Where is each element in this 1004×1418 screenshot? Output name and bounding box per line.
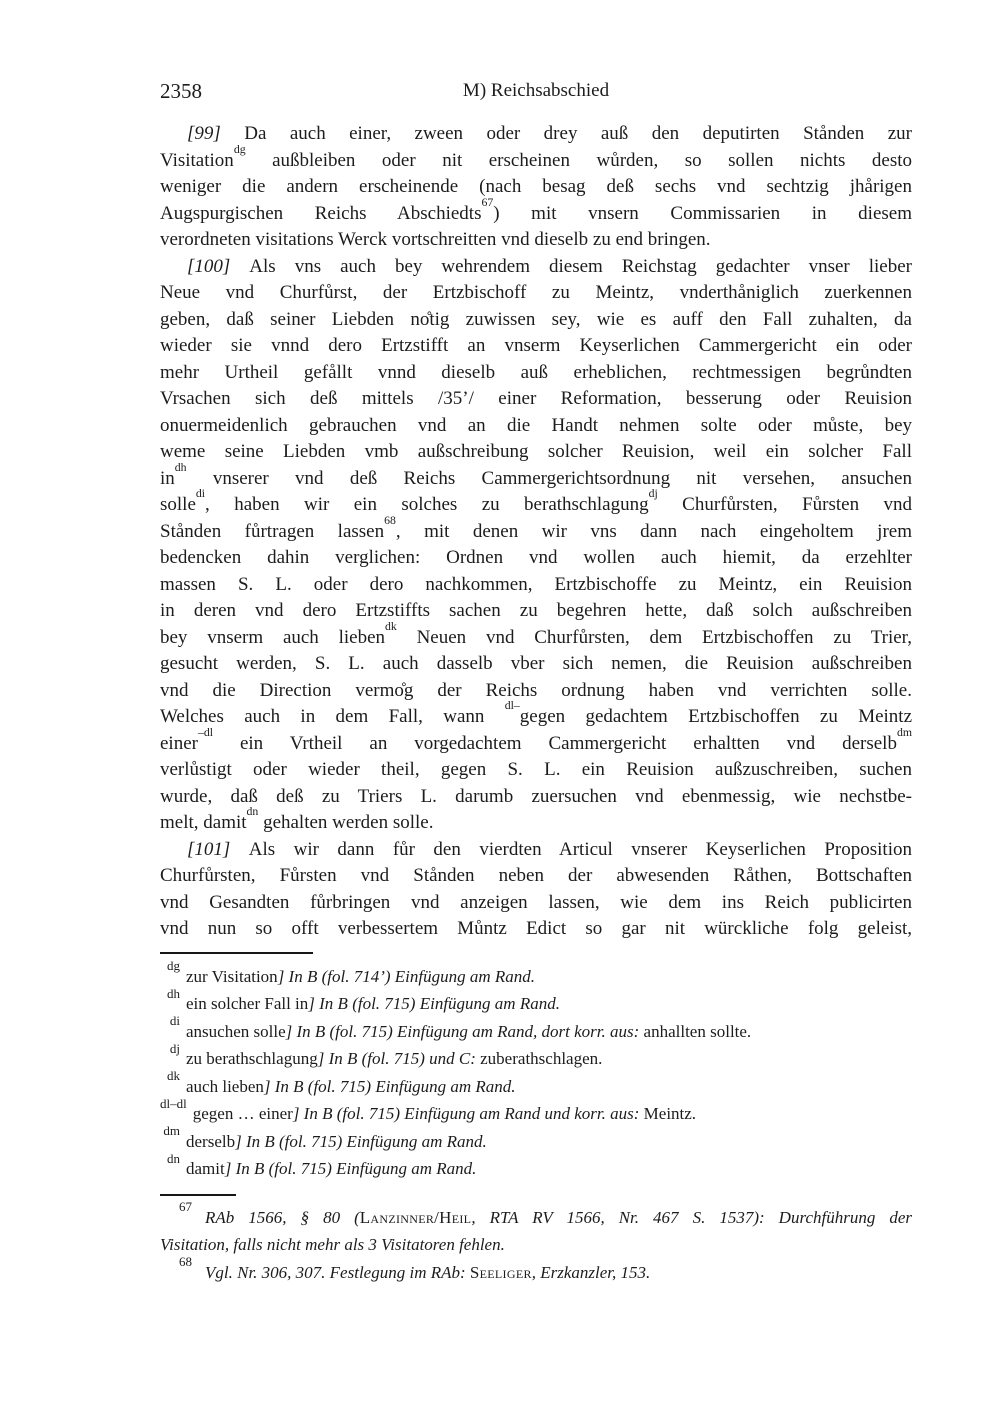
footnote-ref: dg <box>233 142 246 156</box>
text-segment: Vgl. Nr. 306, 307. Festlegung im RAb: <box>205 1262 470 1282</box>
text-segment: ] In B (fol. 715) Einfügung am Rand. <box>263 1076 516 1096</box>
footnote-ref: dh <box>174 460 187 474</box>
footnote-list <box>160 1199 913 1287</box>
text-segment: Als vns auch bey wehrendem diesem Reichstag gedachter vnser lieber <box>249 255 912 277</box>
text-segment: Churfůrsten, Fůrsten vnd Stånden neben der abwesenden Råthen, Bottschaften <box>160 865 912 886</box>
text-column <box>160 78 912 1286</box>
text-line <box>160 307 912 334</box>
text-segment: Welches auch in dem Fall, wann <box>160 706 505 727</box>
text-segment: wurde, daß deß zu Triers L. darumb zuersuchen vnd ebenmessig, wie nechstbe- <box>160 785 912 807</box>
text-segment: Visitation <box>160 149 234 171</box>
text-segment: Neue vnd Churfůrst, der Ertzbischoff zu Meintz, vnderthåniglich zuerkennen <box>160 282 912 303</box>
text-segment: vnd nun so offt verbessertem Můntz Edict so gar nit würckliche folg geleist, <box>160 918 912 939</box>
text-line <box>160 678 912 705</box>
footnote-ref: di <box>195 487 206 501</box>
text-line <box>160 280 912 307</box>
text-segment: Churfůrsten, Fůrsten vnd <box>657 494 912 515</box>
text-segment: zu berathschlagung <box>186 1049 318 1068</box>
text-segment: bedencken dahin verglichen: Ordnen vnd wollen auch hiemit, da erzehlter <box>160 547 912 568</box>
text-segment: Da auch einer, zween oder drey auß den deputirten Stånden zur <box>244 123 912 144</box>
text-segment: ansuchen solle <box>186 1021 286 1041</box>
text-segment: ] In B (fol. 715) Einfügung am Rand. <box>224 1159 477 1178</box>
text-segment: ] In B (fol. 715) Einfügung am Rand und korr. aus: <box>292 1104 640 1123</box>
text-line <box>160 227 912 254</box>
text-segment: Erzkanzler, 153. <box>540 1262 651 1282</box>
text-segment: Vrsachen sich deß mittels /35’/ einer Reformation, besserung oder Reuision <box>160 388 912 409</box>
text-line <box>160 439 912 466</box>
text-line <box>160 651 912 678</box>
text-segment: ] In B (fol. 715) Einfügung am Rand. <box>308 994 560 1013</box>
text-segment: Visitation, falls nicht mehr als 3 Visitatoren fehlen. <box>160 1235 505 1254</box>
apparatus-note-dh: $^{dh}$ein solcher Fall in] In B (fol. 715) Einfügung am Rand. <box>167 985 560 1013</box>
apparatus-separator-rule <box>160 952 313 954</box>
text-line <box>160 805 912 837</box>
text-segment: damit <box>186 1159 225 1178</box>
text-line <box>160 333 912 360</box>
text-line <box>160 863 912 890</box>
footnote-ref: dk <box>385 619 397 633</box>
text-segment: derselb <box>186 1131 236 1151</box>
text-segment: weme seine Liebden vmb außschreibung solcher Reuision, weil ein solcher Fall <box>160 441 912 462</box>
text-segment: onuermeidenlich gebrauchen vnd an die Handt nehmen solte oder můste, bey <box>160 414 912 436</box>
apparatus-note-dm: $^{dm}$derselb] In B (fol. 715) Einfügung am Rand. <box>163 1123 487 1151</box>
text-segment: in deren vnd dero Ertzstiffts sachen zu begehren hette, daß solch außschreiben <box>160 600 912 621</box>
text-segment: Meintz. <box>639 1104 697 1123</box>
running-title: M) Reichsabschied <box>462 80 610 101</box>
text-line <box>160 545 912 572</box>
text-segment: mehr Urtheil gefållt vnnd dieselb auß erheblichen, rechtmessigen begrůndten <box>160 361 912 383</box>
text-segment: gegen gedachtem Ertzbischoffen zu Meintz <box>519 706 913 727</box>
page-number: 2358 <box>160 79 202 103</box>
text-segment: vnd Gesandten fůrbringen vnd anzeigen lassen, wie dem ins Reich publicirten <box>160 891 912 913</box>
footnote-ref: 68 <box>384 513 396 527</box>
text-line <box>160 598 912 625</box>
text-segment: RAb 1566, § 80 ( <box>205 1207 360 1227</box>
apparatus-note-dk: $^{dk}$auch lieben] In B (fol. 715) Einfügung am Rand. <box>167 1068 516 1096</box>
text-segment: ein Vrtheil an vorgedachtem Cammergericht erhaltten vnd derselb <box>213 732 897 754</box>
text-segment: ) mit vnsern Commissarien in diesem <box>493 202 912 224</box>
paragraph-101 <box>160 837 912 943</box>
footnote-line <box>160 1199 913 1232</box>
text-segment: , haben wir ein solches zu berathschlagung <box>205 494 649 515</box>
text-segment: [100] <box>187 255 250 277</box>
text-segment: , <box>471 1207 490 1227</box>
text-segment: wieder sie vnnd dero Ertzstifft an vnserm Keyserlichen Cammergericht ein oder <box>160 335 912 356</box>
text-line <box>160 572 912 599</box>
text-segment: Stånden fůrtragen lassen <box>160 520 385 542</box>
text-segment: weniger die andern erscheinende (nach besag deß sechs vnd sechtzig jhårigen <box>160 176 912 197</box>
page-header <box>160 78 912 106</box>
text-segment: in <box>160 467 175 489</box>
text-line <box>160 784 912 811</box>
text-segment: Neuen vnd Churfůrsten, dem Ertzbischoffen zu Trier, <box>396 626 912 648</box>
text-segment: RTA RV 1566, Nr. 467 S. 1537): Durchführung der <box>489 1207 913 1227</box>
apparatus-notes <box>160 958 912 1183</box>
text-segment: gesucht werden, S. L. auch dasselb vber sich nemen, die Reuision außschreiben <box>160 653 912 674</box>
text-segment: ein solcher Fall in <box>186 994 309 1013</box>
text-segment: gehalten werden solle. <box>258 812 434 833</box>
text-line <box>160 142 912 175</box>
footnote-line <box>160 1254 912 1287</box>
footnote-ref: –dl <box>197 725 214 739</box>
footnote-ref: 67 <box>481 195 494 209</box>
apparatus-note-di: $^{di}$ansuchen solle] In B (fol. 715) Einfügung am Rand, dort korr. aus: anhallten sollte. <box>169 1013 752 1041</box>
text-segment: Lanzinner/Heil <box>359 1207 472 1227</box>
footnote-ref: dm <box>896 725 912 739</box>
text-segment: verlůstigt oder wieder theil, gegen S. L. ein Reuision außzuschreiben, suchen <box>160 759 912 780</box>
footnote-67 <box>160 1199 913 1259</box>
text-line <box>160 460 912 493</box>
text-segment: geben, daß seiner Liebden no̊tig zuwissen sey, wie es auff den Fall zuhalten, da <box>160 308 912 330</box>
text-segment: außbleiben oder nit erscheinen wůrden, so sollen nichts desto <box>245 149 912 171</box>
text-segment: Augspurgischen Reichs Abschiedts <box>160 202 482 224</box>
paragraph-100 <box>160 254 912 837</box>
text-line <box>160 890 912 917</box>
text-segment: Seeliger <box>469 1262 532 1282</box>
text-segment: ] In B (fol. 715) und C: <box>317 1049 476 1068</box>
text-line <box>160 725 912 758</box>
text-line <box>160 360 912 387</box>
text-segment: ] In B (fol. 715) Einfügung am Rand, dort korr. aus: <box>285 1021 640 1041</box>
text-segment: ] In B (fol. 715) Einfügung am Rand. <box>235 1131 487 1151</box>
text-segment: auch lieben <box>186 1076 264 1096</box>
footnotes-block <box>160 1194 912 1287</box>
text-segment: vnserer vnd deß Reichs Cammergerichtsordnung nit versehen, ansuchen <box>186 467 912 489</box>
footnote-ref: dn <box>246 805 259 819</box>
footnote-line <box>160 1231 912 1259</box>
text-line <box>160 619 912 652</box>
text-line <box>160 699 913 731</box>
footnote-number: 67 <box>179 1199 192 1215</box>
apparatus-note-dn: $^{dn}$damit] In B (fol. 715) Einfügung am Rand. <box>167 1150 477 1178</box>
text-segment: verordneten visitations Werck vortschreitten vnd dieselb zu end bringen. <box>160 229 711 250</box>
apparatus-note-dj: $^{dj}$zu berathschlagung] In B (fol. 715) und C: zuberathschlagen. <box>169 1040 603 1068</box>
text-segment: einer <box>160 732 198 754</box>
body-text <box>160 121 912 943</box>
text-line <box>160 174 912 201</box>
text-line <box>160 386 912 413</box>
text-segment: zuberathschlagen. <box>475 1049 603 1068</box>
text-segment: , mit denen wir vns dann nach eingeholtem jrem <box>395 520 912 542</box>
footnote-ref: dl– <box>504 699 520 713</box>
text-segment: vnd die Direction vermo̊g der Reichs ordnung haben vnd verrichten solle. <box>160 679 912 701</box>
paragraph-99 <box>160 121 912 254</box>
text-segment: [99] <box>187 123 245 144</box>
text-line <box>160 837 912 864</box>
apparatus-note-dg: $^{dg}$zur Visitation] In B (fol. 714’) Einfügung am Rand. <box>167 958 536 986</box>
text-segment: , <box>531 1262 541 1282</box>
text-segment: gegen … einer <box>192 1104 293 1123</box>
text-segment: zur Visitation <box>186 966 278 986</box>
text-segment: [101] <box>187 838 249 860</box>
apparatus-block <box>160 952 912 1183</box>
text-segment: solle <box>160 494 196 515</box>
apparatus-note-dldl: $^{dl-dl}$gegen … einer] In B (fol. 715) Einfügung am Rand und korr. aus: Meintz. <box>160 1095 697 1123</box>
text-line <box>160 413 912 440</box>
text-segment: melt, damit <box>160 812 247 833</box>
footnotes-separator-rule <box>160 1194 236 1196</box>
text-line <box>160 121 912 148</box>
footnote-ref: dj <box>648 487 658 501</box>
footnote-68 <box>160 1254 912 1287</box>
text-line <box>160 916 912 943</box>
text-line <box>160 757 912 784</box>
footnote-number: 68 <box>179 1254 192 1270</box>
text-line <box>160 254 912 281</box>
text-segment: ] In B (fol. 714’) Einfügung am Rand. <box>277 966 536 986</box>
text-segment: bey vnserm auch lieben <box>160 626 386 648</box>
text-segment: massen S. L. oder dero nachkommen, Ertzbischoffe zu Meintz, ein Reuision <box>160 573 912 595</box>
text-line <box>160 487 912 519</box>
text-segment: Als wir dann fůr den vierdten Articul vnserer Keyserlichen Proposition <box>248 838 912 860</box>
text-segment: anhallten sollte. <box>639 1021 752 1041</box>
text-line <box>160 195 912 228</box>
text-line <box>160 513 912 546</box>
